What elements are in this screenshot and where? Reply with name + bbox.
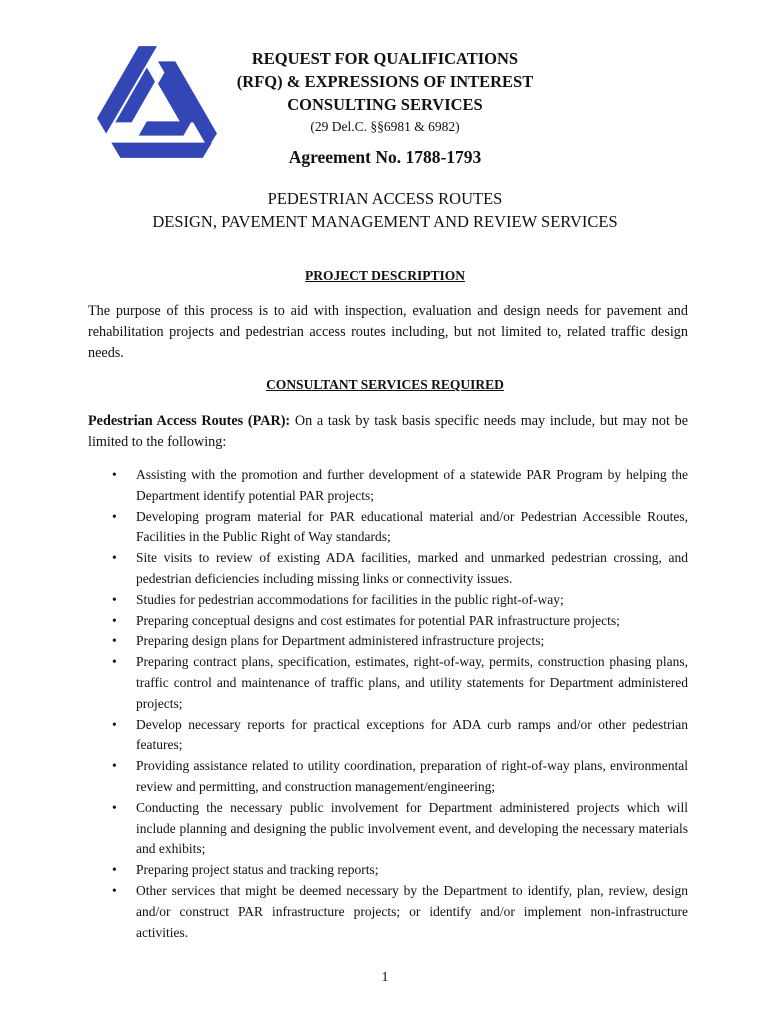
page-number: 1 — [381, 970, 389, 985]
list-item: • Develop necessary reports for practical exceptions for ADA curb ramps and/or other pedestrian features; — [112, 716, 688, 753]
project-description-heading: PROJECT DESCRIPTION — [305, 268, 465, 283]
list-item: • Conducting the necessary public involvement for Department administered projects which will include planning and designing the public involvement event, and developing the necessary materials and exhibits; — [112, 799, 688, 857]
statute-reference: (29 Del.C. §§6981 & 6982) — [310, 119, 460, 134]
agreement-number: Agreement No. 1788-1793 — [288, 147, 482, 167]
header-title-line-3: CONSULTING SERVICES — [287, 95, 483, 114]
list-item: • Assisting with the promotion and further development of a statewide PAR Program by helping the Department identify potential PAR projects; — [112, 467, 688, 503]
par-intro — [88, 411, 688, 453]
list-item: • Developing program material for PAR educational material and/or Pedestrian Accessible Routes, Facilities in the Public Right of Way standards; — [112, 508, 688, 545]
list-item: • Site visits to review of existing ADA facilities, marked and unmarked pedestrian crossing, and pedestrian deficiencies including missing links or connectivity issues. — [112, 550, 688, 586]
list-item: • Preparing contract plans, specification, estimates, right-of-way, permits, construction phasing plans, traffic control and maintenance of traffic plans, and utility statements for Department administered projects; — [112, 654, 688, 711]
par-intro-lead: Pedestrian Access Routes (PAR): — [88, 413, 291, 429]
list-item: • Preparing project status and tracking reports; — [108, 860, 688, 881]
list-item: • Studies for pedestrian accommodations for facilities in the public right-of-way; — [108, 590, 688, 611]
bullet-icon: • — [112, 508, 117, 524]
bullet-icon: • — [112, 550, 117, 566]
bullet-icon: • — [112, 882, 117, 898]
par-intro-body: On a task by task basis specific needs may include, but may not be limited to the following: — [88, 413, 689, 450]
bullet-icon: • — [112, 799, 117, 815]
rfq-header — [0, 47, 770, 137]
bullet-icon: • — [112, 654, 117, 670]
bullet-icon: • — [112, 612, 117, 628]
bullet-icon: • — [112, 467, 117, 482]
bullet-icon: • — [112, 862, 117, 878]
bullet-icon: • — [112, 591, 117, 607]
bullet-icon: • — [112, 758, 117, 774]
bullet-icon: • — [112, 633, 117, 649]
project-description-body: The purpose of this process is to aid with inspection, evaluation and design needs for pavement and rehabilitation projects and pedestrian access routes including, but not limited to, related traffic design needs. — [88, 303, 688, 361]
list-item: • Preparing conceptual designs and cost estimates for potential PAR infrastructure projects; — [108, 611, 688, 632]
list-item: • Preparing design plans for Department administered infrastructure projects; — [108, 631, 688, 652]
project-title-line-2: DESIGN, PAVEMENT MANAGEMENT AND REVIEW SERVICES — [152, 212, 618, 231]
services-list — [108, 465, 688, 943]
bullet-icon: • — [112, 716, 117, 732]
header-title-line-1: REQUEST FOR QUALIFICATIONS — [251, 49, 519, 68]
list-item: • Other services that might be deemed necessary by the Department to identify, plan, review, design and/or construct PAR infrastructure projects; or identify and/or implement non-infrastructure activities. — [112, 882, 688, 940]
consultant-services-heading: CONSULTANT SERVICES REQUIRED — [266, 377, 504, 392]
list-item: • Providing assistance related to utility coordination, preparation of right-of-way plans, environmental review and permitting, and construction management/engineering; — [112, 758, 688, 794]
project-title-line-1: PEDESTRIAN ACCESS ROUTES — [267, 189, 503, 208]
project-title — [0, 187, 770, 233]
header-title-line-2: (RFQ) & EXPRESSIONS OF INTEREST — [236, 72, 534, 91]
